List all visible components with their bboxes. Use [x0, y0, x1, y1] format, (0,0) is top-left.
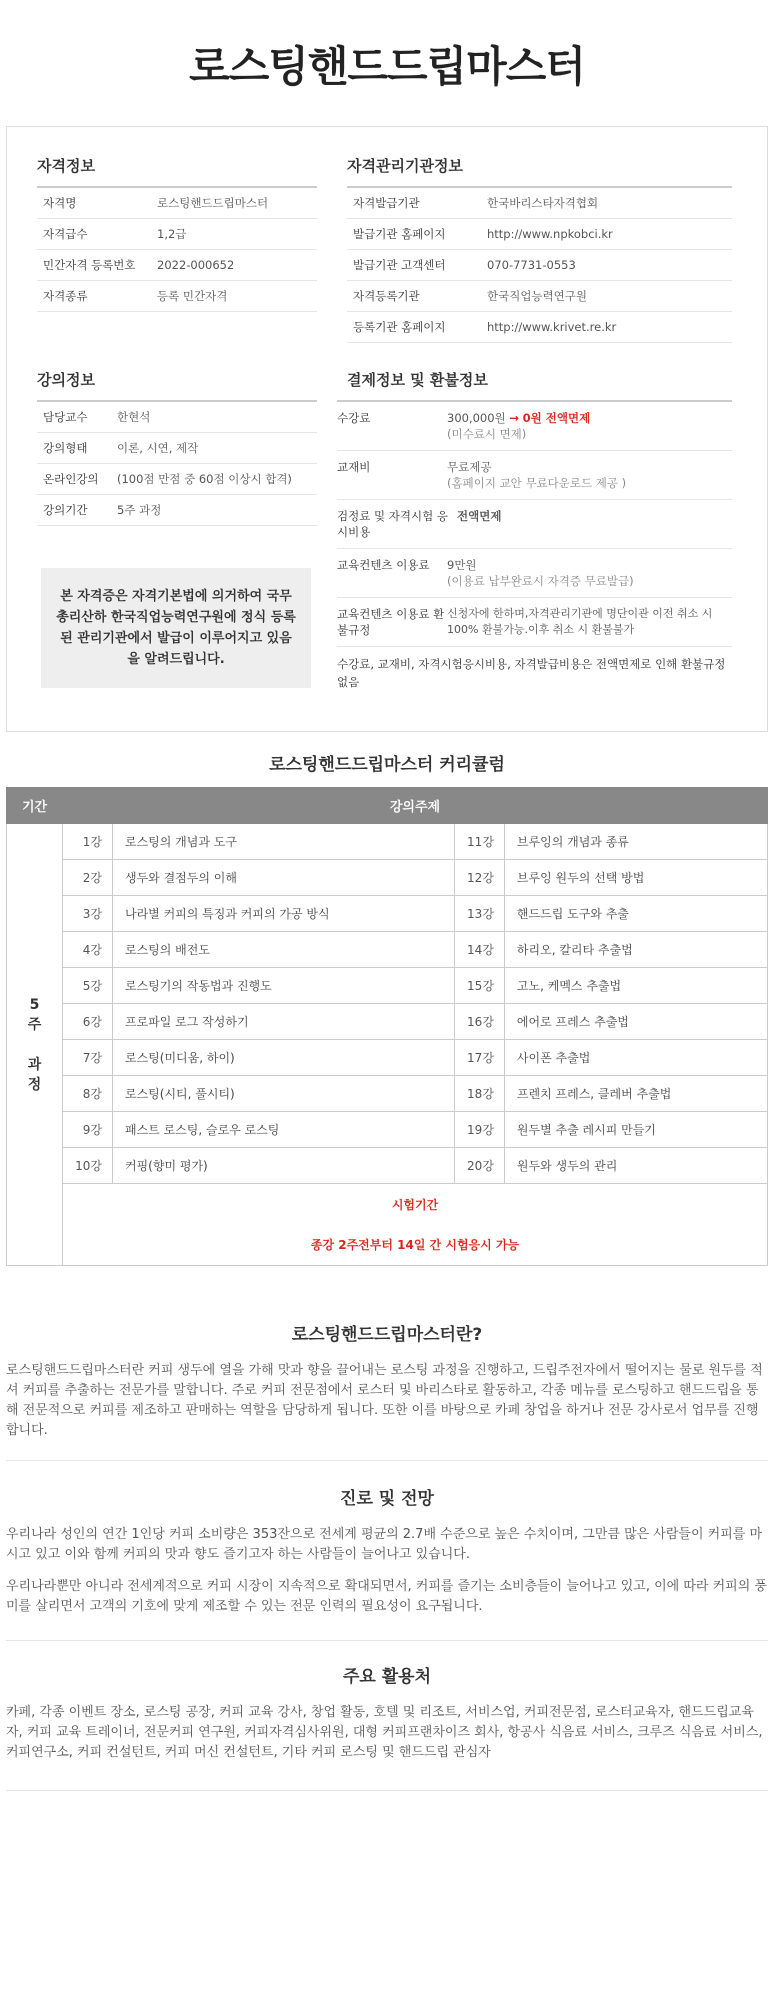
lesson-topic: 브루잉의 개념과 종류 — [504, 824, 767, 860]
lesson-topic: 브루잉 원두의 선택 방법 — [504, 860, 767, 896]
lesson-topic: 로스팅의 개념과 도구 — [113, 824, 455, 860]
period-cell — [7, 824, 63, 1266]
qual-key: 자격종류 — [43, 289, 88, 303]
qual-key: 자격급수 — [43, 227, 88, 241]
organization-info — [347, 155, 732, 343]
certificate-notice: 본 자격증은 자격기본법에 의거하여 국무총리산하 한국직업능력연구원에 정식 등록된 관리기관에서 발급이 이루어지고 있음을 알려드립니다. — [41, 568, 311, 688]
lesson-number: 18강 — [454, 1076, 504, 1112]
career-text-2: 우리나라뿐만 아니라 전세계적으로 커피 시장이 지속적으로 확대되면서, 커피를 즐기는 소비층들이 늘어나고 있고, 이에 따라 커피의 풍미를 살리면서 고객의 기호에 맞게 제조할 수 있는 전문 인력의 필요성이 요구됩니다. — [6, 1579, 767, 1614]
table-row — [7, 1112, 768, 1148]
lecture-value: 이론, 시연, 제작 — [117, 441, 199, 455]
about-title: 로스팅핸드드립마스터란? — [291, 1325, 483, 1345]
material-row — [337, 451, 732, 500]
lecture-title: 강의정보 — [37, 369, 317, 402]
lecture-info — [37, 369, 317, 688]
qual-key: 민간자격 등록번호 — [43, 258, 136, 272]
about-section — [6, 1320, 768, 1453]
lesson-number: 9강 — [63, 1112, 113, 1148]
content-fee-key: 교육컨텐츠 이용료 — [337, 558, 430, 572]
lesson-topic: 로스팅기의 작동법과 진행도 — [113, 968, 455, 1004]
qual-key: 자격명 — [43, 196, 77, 210]
lesson-number: 2강 — [63, 860, 113, 896]
lesson-number: 11강 — [454, 824, 504, 860]
lesson-number: 20강 — [454, 1148, 504, 1184]
divider — [6, 1640, 768, 1641]
tuition-price: 300,000원 — [447, 411, 506, 425]
curriculum-header-row — [7, 788, 768, 824]
lecture-row — [37, 402, 317, 433]
qual-value: 로스팅핸드드립마스터 — [157, 196, 269, 210]
exam-period-title: 시험기간 — [391, 1197, 439, 1212]
lesson-number: 7강 — [63, 1040, 113, 1076]
period-line: 5 — [29, 996, 40, 1013]
qual-value: 등록 민간자격 — [157, 289, 228, 303]
material-key: 교재비 — [337, 460, 371, 474]
org-row — [347, 219, 732, 250]
lesson-topic: 로스팅(미디움, 하이) — [113, 1040, 455, 1076]
lesson-topic: 로스팅의 배전도 — [113, 932, 455, 968]
lecture-value: 5주 과정 — [117, 503, 162, 517]
lecture-key: 담당교수 — [43, 410, 88, 424]
period-header: 기간 — [7, 788, 63, 824]
org-key: 자격발급기관 — [353, 196, 420, 210]
material-text: 무료제공 — [447, 460, 492, 474]
lesson-number: 17강 — [454, 1040, 504, 1076]
lesson-number: 5강 — [63, 968, 113, 1004]
refund-row — [337, 598, 732, 647]
about-text: 로스팅핸드드립마스터란 커피 생두에 열을 가해 맛과 향을 끌어내는 로스팅 과정을 진행하고, 드립주전자에서 떨어지는 물로 원두를 적셔 커피를 추출하는 전문가를 말합니다. 주로 커피 전문점에서 로스터 및 바리스타로 활동하고, 각종 메뉴를 로스팅하고 핸드드립을 통해 전문적으로 커피를 제조하고 판매하는 역할을 담당하게 됩니다. 또한 이를 바탕으로 카페 창업을 하거나 전문 강사로서 업무를 진행합니다. — [6, 1363, 763, 1438]
info-box — [6, 126, 768, 732]
qual-row — [37, 250, 317, 281]
organization-title: 자격관리기관정보 — [347, 155, 732, 188]
org-row — [347, 281, 732, 312]
org-value: 한국직업능력연구원 — [487, 289, 587, 303]
tuition-arrow: → — [509, 411, 519, 425]
period-line — [7, 1035, 62, 1055]
table-row — [7, 968, 768, 1004]
career-section — [6, 1484, 768, 1629]
material-value — [447, 459, 626, 491]
org-row — [347, 250, 732, 281]
usage-section — [6, 1662, 768, 1775]
lesson-number: 6강 — [63, 1004, 113, 1040]
divider — [6, 1790, 768, 1791]
org-value: 한국바리스타자격협회 — [487, 196, 599, 210]
tuition-key: 수강료 — [337, 411, 371, 425]
org-key: 자격등록기관 — [353, 289, 420, 303]
refund-value: 신청자에 한하며,자격관리기관에 명단이관 이전 취소 시 100% 환불가능.이후 취소 시 환불불가 — [447, 607, 713, 636]
qualification-list — [37, 188, 317, 312]
lesson-number: 10강 — [63, 1148, 113, 1184]
refund-key: 교육컨텐츠 이용료 환불규정 — [337, 607, 445, 637]
lesson-topic: 프렌치 프레스, 클레버 추출법 — [504, 1076, 767, 1112]
lecture-row — [37, 495, 317, 526]
content-fee-value — [447, 557, 634, 589]
org-homepage-link[interactable]: http://www.npkobci.kr — [487, 227, 613, 241]
lecture-key: 강의형태 — [43, 441, 88, 455]
table-row — [7, 932, 768, 968]
table-row — [7, 1004, 768, 1040]
lesson-topic: 고노, 케멕스 추출법 — [504, 968, 767, 1004]
lecture-value: (100점 만점 중 60점 이상시 합격) — [117, 472, 292, 486]
exam-period-text: 종강 2주전부터 14일 간 시험응시 가능 — [310, 1237, 520, 1252]
registry-homepage-link[interactable]: http://www.krivet.re.kr — [487, 320, 617, 334]
lesson-number: 12강 — [454, 860, 504, 896]
lecture-row — [37, 464, 317, 495]
lecture-key: 온라인강의 — [43, 472, 99, 486]
lesson-number: 3강 — [63, 896, 113, 932]
period-line: 과 — [27, 1056, 42, 1073]
org-row — [347, 312, 732, 343]
table-row — [7, 824, 768, 860]
content-fee-text: 9만원 — [447, 558, 477, 572]
lesson-topic: 원두와 생두의 관리 — [504, 1148, 767, 1184]
usage-text: 카페, 각종 이벤트 장소, 로스팅 공장, 커피 교육 강사, 창업 활동, 호텔 및 리조트, 서비스업, 커피전문점, 로스터교육자, 핸드드립교육자, 커피 교육 트레이너, 전문커피 연구원, 커피자격심사위원, 대형 커피프랜차이즈 회사, 항공사 식음료 서비스, 크루즈 식음료 서비스, 커피연구소, 커피 컨설턴트, 커피 머신 컨설턴트, 기타 커피 로스팅 및 핸드드립 관심자 — [6, 1705, 763, 1760]
table-row — [7, 860, 768, 896]
lesson-number: 8강 — [63, 1076, 113, 1112]
divider — [6, 1460, 768, 1461]
org-key: 등록기관 홈페이지 — [353, 320, 446, 334]
lesson-topic: 원두별 추출 레시피 만들기 — [504, 1112, 767, 1148]
material-sub: (홈페이지 교안 무료다운로드 제공 ) — [447, 476, 627, 490]
lesson-number: 15강 — [454, 968, 504, 1004]
content-fee-row — [337, 549, 732, 598]
lecture-key: 강의기간 — [43, 503, 88, 517]
exam-fee-row — [337, 500, 732, 549]
org-key: 발급기관 고객센터 — [353, 258, 446, 272]
qual-row — [37, 219, 317, 250]
qual-value: 2022-000652 — [157, 258, 235, 272]
lesson-number: 4강 — [63, 932, 113, 968]
lecture-value: 한현석 — [117, 410, 151, 424]
lecture-list — [37, 402, 317, 526]
tuition-sub: (미수료시 면제) — [447, 427, 527, 441]
lesson-number: 1강 — [63, 824, 113, 860]
career-title: 진로 및 전망 — [340, 1489, 434, 1509]
payment-info — [337, 369, 732, 691]
lesson-topic: 생두와 결점두의 이해 — [113, 860, 455, 896]
tuition-row — [337, 402, 732, 451]
table-row — [7, 896, 768, 932]
content-fee-sub: (이용료 납부완료시 자격증 무료발급) — [447, 574, 634, 588]
qual-row — [37, 188, 317, 219]
tuition-free: 0원 전액면제 — [522, 411, 591, 425]
refund-note: 수강료, 교재비, 자격시험응시비용, 자격발급비용은 전액면제로 인해 환불규정 없음 — [337, 657, 726, 689]
lesson-number: 13강 — [454, 896, 504, 932]
exam-period-row — [7, 1184, 768, 1266]
lesson-topic: 커핑(향미 평가) — [113, 1148, 455, 1184]
page-title: 로스팅핸드드립마스터 — [189, 42, 585, 91]
tuition-value — [447, 410, 590, 442]
topic-header: 강의주제 — [63, 788, 768, 824]
lesson-topic: 에어로 프레스 추출법 — [504, 1004, 767, 1040]
lesson-topic: 하리오, 칼리타 추출법 — [504, 932, 767, 968]
lesson-topic: 프로파일 로그 작성하기 — [113, 1004, 455, 1040]
lesson-topic: 사이폰 추출법 — [504, 1040, 767, 1076]
period-line: 주 — [27, 1016, 42, 1033]
exam-period-cell — [63, 1184, 768, 1266]
qual-value: 1,2급 — [157, 227, 187, 241]
payment-title: 결제정보 및 환불정보 — [337, 369, 732, 402]
lecture-row — [37, 433, 317, 464]
org-key: 발급기관 홈페이지 — [353, 227, 446, 241]
curriculum-table — [6, 787, 768, 1266]
period-line: 정 — [27, 1076, 42, 1093]
table-row — [7, 1076, 768, 1112]
organization-list — [347, 188, 732, 343]
table-row — [7, 1148, 768, 1184]
qualification-title: 자격정보 — [37, 155, 317, 188]
curriculum-title: 로스팅핸드드립마스터 커리큘럼 — [269, 755, 505, 775]
career-text-1: 우리나라 성인의 연간 1인당 커피 소비량은 353잔으로 전세계 평균의 2.7배 수준으로 높은 수치이며, 그만큼 많은 사람들이 커피를 마시고 있고 이와 함께 커피의 맛과 향도 즐기고자 하는 사람들이 늘어나고 있습니다. — [6, 1527, 763, 1562]
usage-title: 주요 활용처 — [342, 1667, 432, 1687]
lesson-topic: 패스트 로스팅, 슬로우 로스팅 — [113, 1112, 455, 1148]
lesson-topic: 핸드드립 도구와 추출 — [504, 896, 767, 932]
lesson-topic: 로스팅(시티, 풀시티) — [113, 1076, 455, 1112]
exam-fee-key: 검정료 및 자격시험 응시비용 — [337, 509, 448, 539]
org-row — [347, 188, 732, 219]
table-row — [7, 1040, 768, 1076]
lesson-number: 16강 — [454, 1004, 504, 1040]
exam-fee-value: 전액면제 — [457, 509, 502, 523]
lesson-topic: 나라별 커피의 특징과 커피의 가공 방식 — [113, 896, 455, 932]
qual-row — [37, 281, 317, 312]
lesson-number: 14강 — [454, 932, 504, 968]
lesson-number: 19강 — [454, 1112, 504, 1148]
qualification-info — [37, 155, 317, 312]
org-value: 070-7731-0553 — [487, 258, 576, 272]
